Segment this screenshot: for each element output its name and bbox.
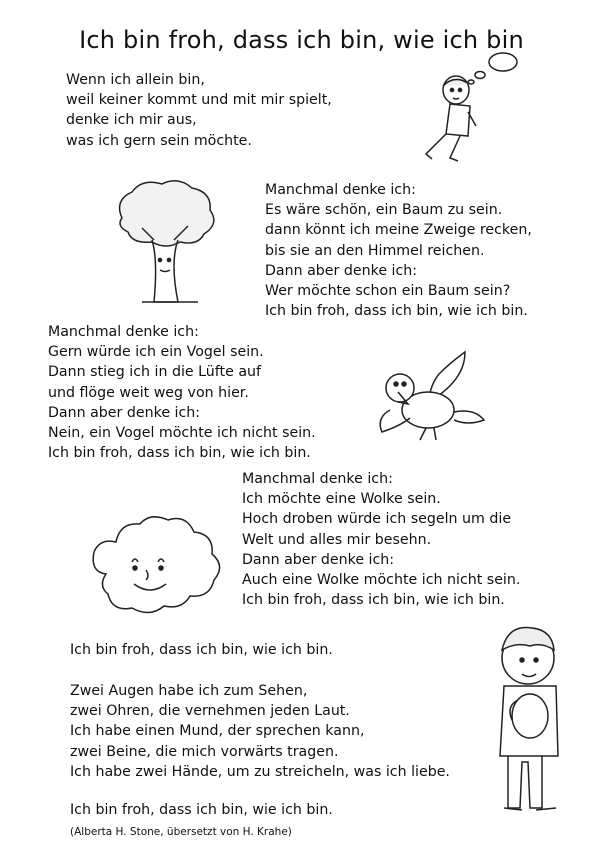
stanza-6 <box>70 681 450 782</box>
poem-line: Ich bin froh, dass ich bin, wie ich bin. <box>70 642 333 658</box>
poem-line: Manchmal denke ich: <box>265 182 416 198</box>
stanza-5 <box>70 640 333 660</box>
poem-line: und flöge weit weg von hier. <box>48 384 249 401</box>
poem-line: Auch eine Wolke möchte ich nicht sein. <box>242 572 521 589</box>
poem-title: Ich bin froh, dass ich bin, wie ich bin <box>79 26 524 55</box>
cloud-icon <box>88 512 223 622</box>
stanza-2 <box>265 180 532 321</box>
stanza-1 <box>66 70 332 151</box>
author-credit: (Alberta H. Stone, übersetzt von H. Krahe) <box>70 826 292 838</box>
poem-line: Ich bin froh, dass ich bin, wie ich bin. <box>70 802 333 818</box>
poem-line: Manchmal denke ich: <box>242 471 393 487</box>
bird-icon <box>370 348 490 448</box>
stanza-7 <box>70 800 333 820</box>
poem-line: zwei Beine, die mich vorwärts tragen. <box>70 743 339 760</box>
poem-line: Ich habe einen Mund, der sprechen kann, <box>70 723 365 740</box>
poem-line: Dann aber denke ich: <box>242 551 395 568</box>
poem-line: denke ich mir aus, <box>66 112 197 129</box>
dreaming-child-icon <box>398 42 538 172</box>
poem-line: Ich bin froh, dass ich bin, wie ich bin. <box>48 445 311 462</box>
stanza-3 <box>48 322 316 463</box>
poem-line: zwei Ohren, die vernehmen jeden Laut. <box>70 703 350 720</box>
poem-line: Manchmal denke ich: <box>48 324 199 340</box>
poem-line: Zwei Augen habe ich zum Sehen, <box>70 683 308 699</box>
poem-line: Ich möchte eine Wolke sein. <box>242 491 441 508</box>
poem-line: Dann stieg ich in die Lüfte auf <box>48 364 261 381</box>
child-with-dog-icon <box>478 620 583 830</box>
poem-line: bis sie an den Himmel reichen. <box>265 242 485 259</box>
tree-icon <box>112 178 222 313</box>
poem-line: Es wäre schön, ein Baum zu sein. <box>265 202 503 219</box>
poem-line: Gern würde ich ein Vogel sein. <box>48 344 264 361</box>
poem-line: Dann aber denke ich: <box>48 404 201 421</box>
poem-line: Ich bin froh, dass ich bin, wie ich bin. <box>242 592 505 609</box>
poem-line: Wer möchte schon ein Baum sein? <box>265 283 511 300</box>
poem-line: Dann aber denke ich: <box>265 262 418 279</box>
poem-line: Hoch droben würde ich segeln um die <box>242 511 512 528</box>
stanza-4 <box>242 469 520 610</box>
poem-line: Ich habe zwei Hände, um zu streicheln, was ich liebe. <box>70 763 450 780</box>
poem-line: Nein, ein Vogel möchte ich nicht sein. <box>48 425 316 442</box>
poem-line: Ich bin froh, dass ich bin, wie ich bin. <box>265 303 528 320</box>
poem-line: dann könnt ich meine Zweige recken, <box>265 222 532 239</box>
poem-line: Welt und alles mir besehn. <box>242 531 432 548</box>
poem-line: Wenn ich allein bin, <box>66 72 205 88</box>
poem-line: was ich gern sein möchte. <box>66 132 252 149</box>
poem-line: weil keiner kommt und mit mir spielt, <box>66 92 332 109</box>
